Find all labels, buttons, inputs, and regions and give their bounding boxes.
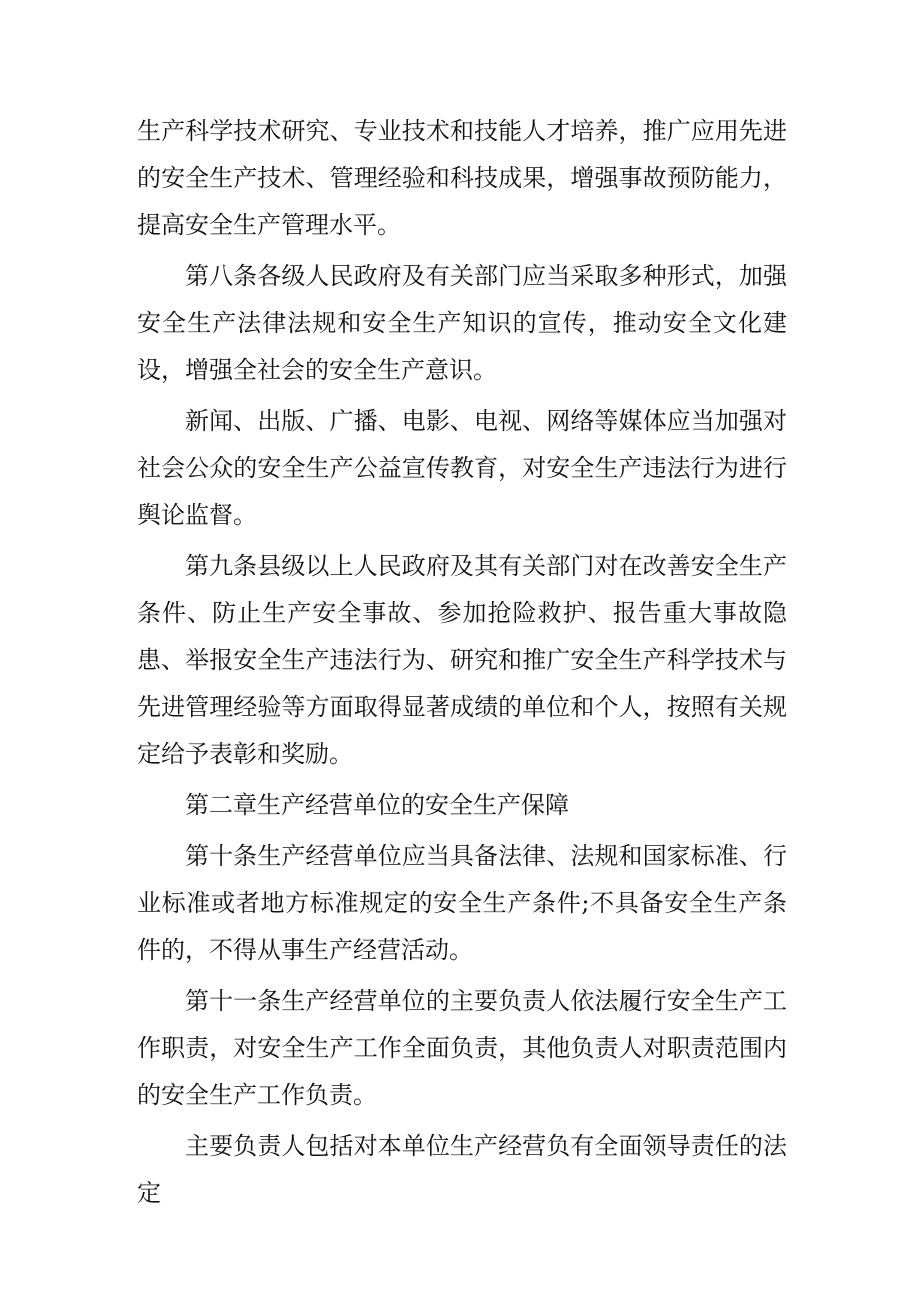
document-body — [137, 108, 787, 1221]
paragraph-article-11: 第十一条生产经营单位的主要负责人依法履行安全生产工作职责，对安全生产工作全面负责，其他负责人对职责范围内的安全生产工作负责。 — [137, 987, 787, 1109]
paragraph-media: 新闻、出版、广播、电影、电视、网络等媒体应当加强对社会公众的安全生产公益宣传教育，对安全生产违法行为进行舆论监督。 — [137, 407, 787, 529]
paragraph-article-10: 第十条生产经营单位应当具备法律、法规和国家标准、行业标准或者地方标准规定的安全生产条件;不具备安全生产条件的，不得从事生产经营活动。 — [137, 842, 787, 964]
chapter-heading: 第二章生产经营单位的安全生产保障 — [185, 791, 569, 819]
paragraph-article-8: 第八条各级人民政府及有关部门应当采取多种形式，加强安全生产法律法规和安全生产知识的宣传，推动安全文化建设，增强全社会的安全生产意识。 — [137, 262, 787, 384]
paragraph-article-9: 第九条县级以上人民政府及其有关部门对在改善安全生产条件、防止生产安全事故、参加抢险救护、报告重大事故隐患、举报安全生产违法行为、研究和推广安全生产科学技术与先进管理经验等方面取得显著成绩的单位和个人，按照有关规定给予表彰和奖励。 — [137, 552, 787, 768]
paragraph-main-responsible: 主要负责人包括对本单位生产经营负有全面领导责任的法定 — [137, 1132, 787, 1207]
paragraph-continuation: 生产科学技术研究、专业技术和技能人才培养，推广应用先进的安全生产技术、管理经验和科技成果，增强事故预防能力，提高安全生产管理水平。 — [137, 117, 787, 239]
